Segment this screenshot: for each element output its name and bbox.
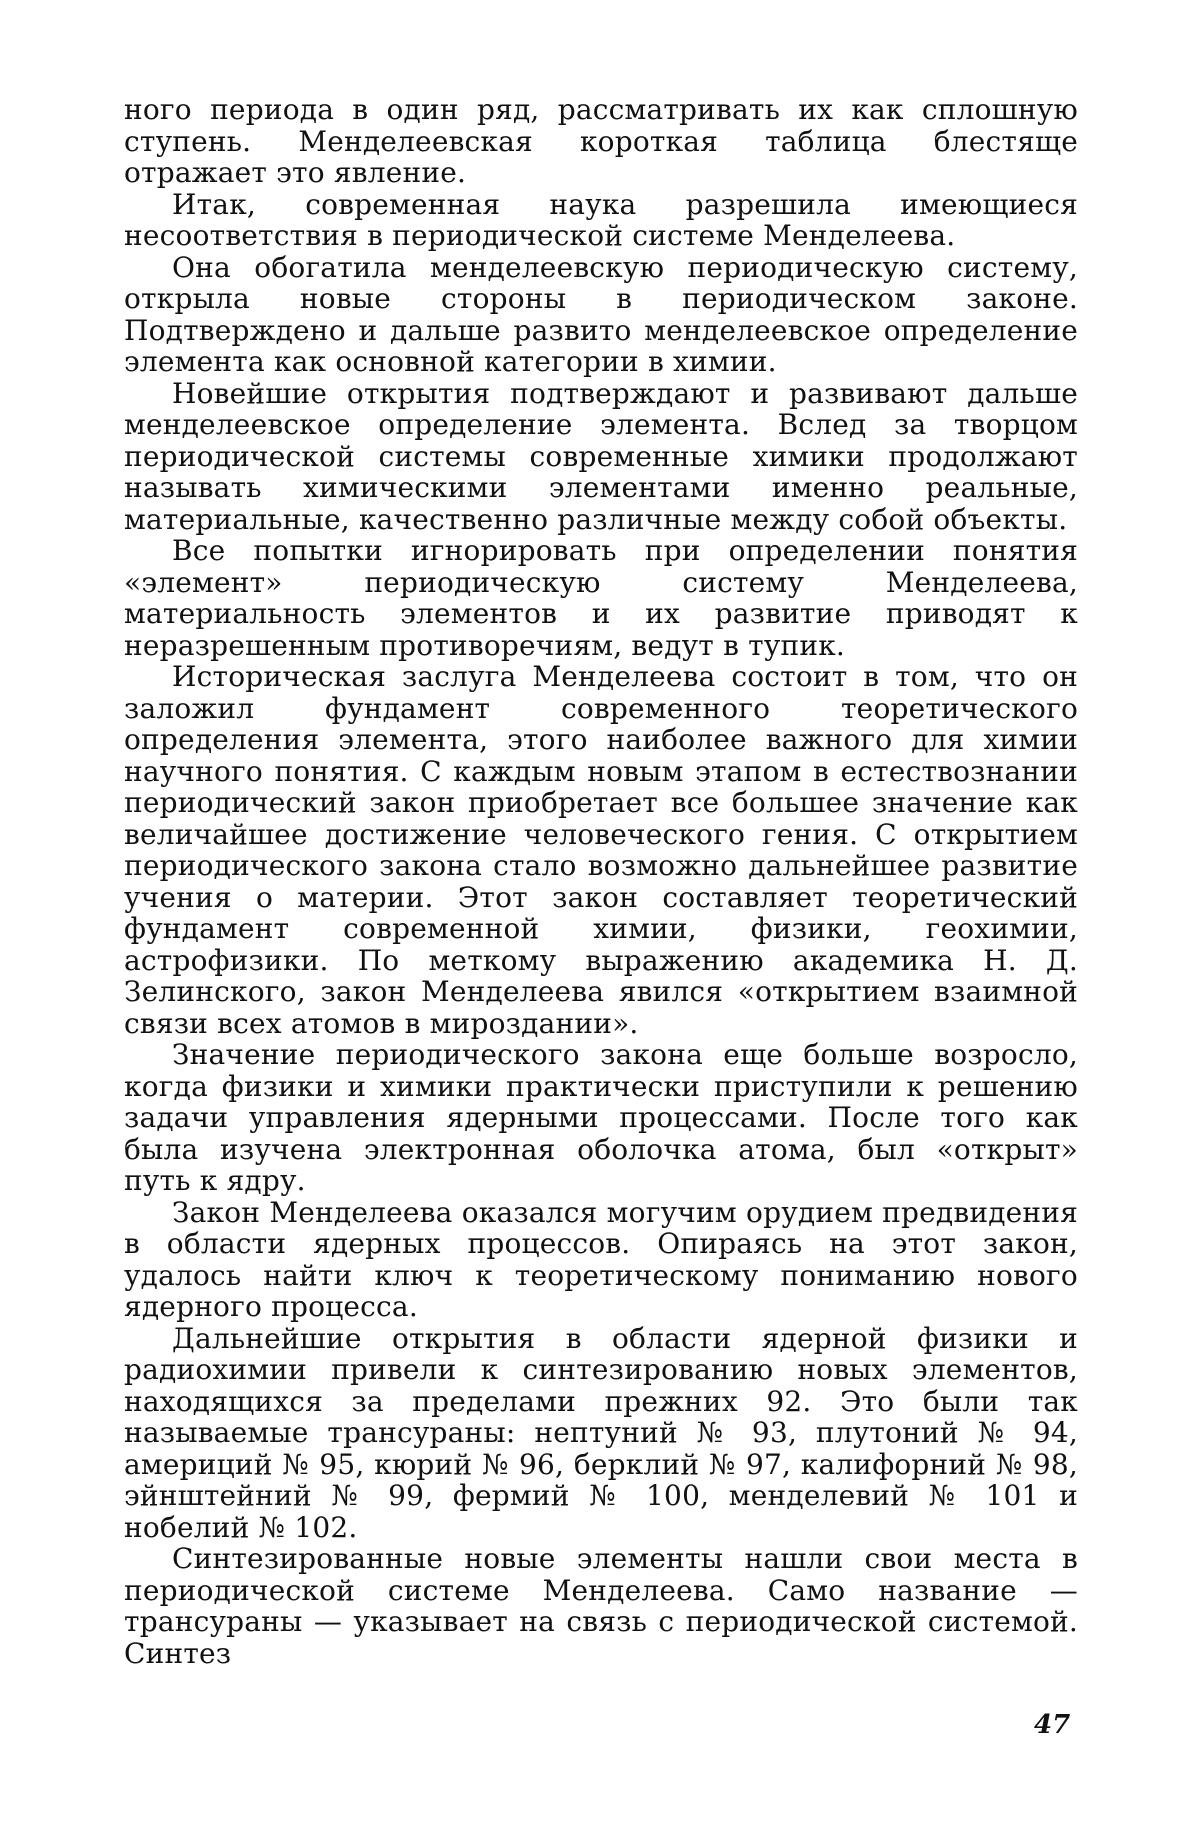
paragraph-2: Итак, современная наука разрешила имеющиеся несоответствия в периодической системе Менделеева. (124, 189, 1078, 252)
paragraph-9: Дальнейшие открытия в области ядерной физики и радиохимии привели к синтезированию новых элементов, находящихся за пределами прежних 92. Это были так называемые трансураны: нептуний № 93, плутоний № 94, америций № 95, кюрий № 96, берклий № 97, калифорний № 98, эйнштейний № 99, фермий № 100, менделевий № 101 и нобелий № 102. (124, 1323, 1078, 1544)
paragraph-8: Закон Менделеева оказался могучим орудием предвидения в области ядерных процессов. Опираясь на этот закон, удалось найти ключ к теоретическому пониманию нового ядерного процесса. (124, 1197, 1078, 1323)
page-body (124, 94, 1078, 1669)
paragraph-10: Синтезированные новые элементы нашли свои места в периодической системе Менделеева. Само название — трансураны — указывает на связь с периодической системой. Синтез (124, 1543, 1078, 1669)
paragraph-7: Значение периодического закона еще больше возросло, когда физики и химики практически приступили к решению задачи управления ядерными процессами. После того как была изучена электронная оболочка атома, был «открыт» путь к ядру. (124, 1039, 1078, 1197)
paragraph-6: Историческая заслуга Менделеева состоит в том, что он заложил фундамент современного теоретического определения элемента, этого наиболее важного для химии научного понятия. С каждым новым этапом в естествознании периодический закон приобретает все большее значение как величайшее достижение человеческого гения. С открытием периодического закона стало возможно дальнейшее развитие учения о материи. Этот закон составляет теоретический фундамент современной химии, физики, геохимии, астрофизики. По меткому выражению академика Н. Д. Зелинского, закон Менделеева явился «открытием взаимной связи всех атомов в мироздании». (124, 661, 1078, 1039)
paragraph-3: Она обогатила менделеевскую периодическую систему, открыла новые стороны в периодическом законе. Подтверждено и дальше развито менделеевское определение элемента как основной категории в химии. (124, 252, 1078, 378)
paragraph-1: ного периода в один ряд, рассматривать их как сплошную ступень. Менделеевская короткая таблица блестяще отражает это явление. (124, 94, 1078, 189)
page-number: 47 (1034, 1710, 1070, 1740)
paragraph-5: Все попытки игнорировать при определении понятия «элемент» периодическую систему Менделеева, материальность элементов и их развитие приводят к неразрешенным противоречиям, ведут в тупик. (124, 535, 1078, 661)
paragraph-4: Новейшие открытия подтверждают и развивают дальше менделеевское определение элемента. Вслед за творцом периодической системы современные химики продолжают называть химическими элементами именно реальные, материальные, качественно различные между собой объекты. (124, 378, 1078, 536)
